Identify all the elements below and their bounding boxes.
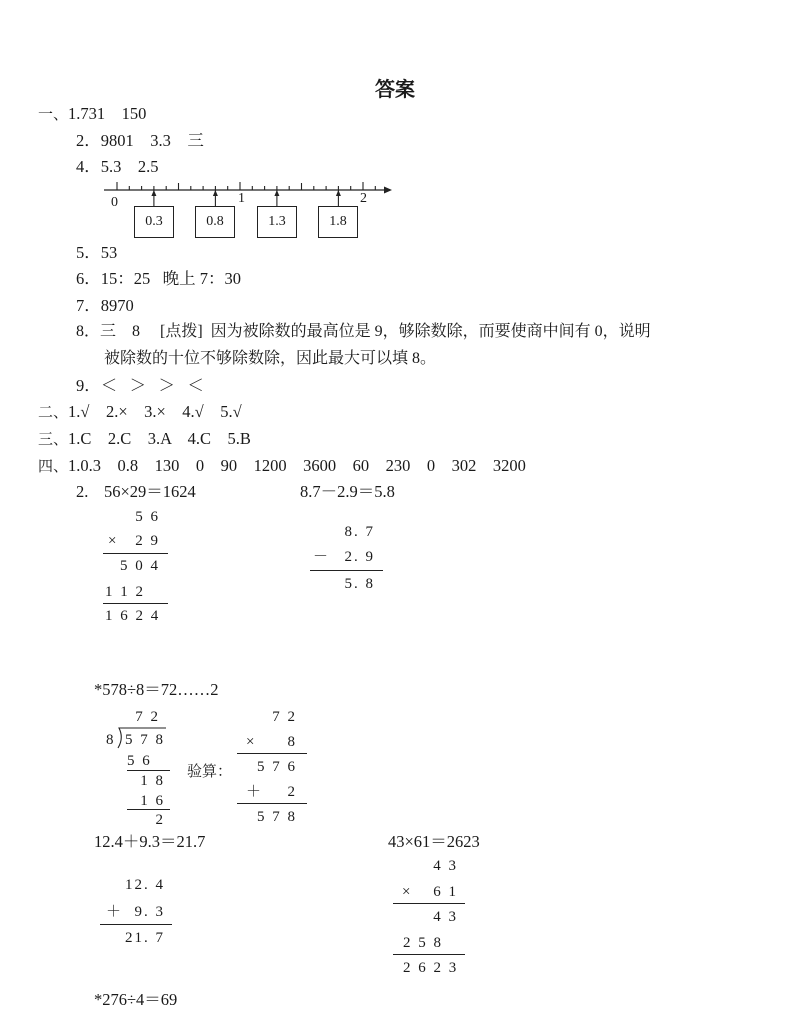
divider-line xyxy=(103,603,168,604)
final-remainder: 2 xyxy=(155,812,165,828)
number-line-label-1: 1 xyxy=(238,191,245,206)
answer-1-4: 4．5.3 2.5 xyxy=(76,157,159,176)
partial-product: 5 0 4 xyxy=(120,558,160,574)
number-line-box: 1.3 xyxy=(257,206,297,238)
equation-8.7-2.9: 8.7－2.9＝5.8 xyxy=(300,482,395,501)
answer-1-8-continued: 被除数的十位不够除数除，因此最大可以填 8。 xyxy=(104,350,437,367)
partial-product: 4 3 xyxy=(433,909,458,925)
divider-line xyxy=(310,570,383,571)
vertical-add-row: 12. 4 xyxy=(125,877,165,893)
divider-line xyxy=(127,809,170,810)
partial-product: 1 1 2 xyxy=(105,584,145,600)
answer-1-7: 7．8970 xyxy=(76,296,134,315)
page-title: 答案 xyxy=(375,77,415,101)
divider-line xyxy=(237,803,307,804)
operator: × xyxy=(402,884,413,900)
check-result: 5 7 8 xyxy=(257,809,297,825)
quotient: 7 2 xyxy=(135,709,160,725)
subtract-step: 1 6 xyxy=(140,793,165,809)
remainder-step: 1 8 xyxy=(140,773,165,789)
equation-56x29: 56×29＝1624 xyxy=(104,482,196,501)
vertical-sub-row: 8. 7 xyxy=(344,524,375,540)
operator: × xyxy=(246,734,257,750)
check-product: 5 7 6 xyxy=(257,759,297,775)
divider-line xyxy=(237,753,307,754)
section-3: 三、1.C 2.C 3.A 4.C 5.B xyxy=(38,429,251,448)
operator: ＋ xyxy=(106,904,124,920)
section-1-line-1: 一、1.731 150 xyxy=(38,104,147,123)
difference-result: 5. 8 xyxy=(344,576,375,592)
dividend: 5 7 8 xyxy=(125,732,165,748)
divider-line xyxy=(393,954,465,955)
number-line-box: 1.8 xyxy=(318,206,358,238)
divider-line xyxy=(100,924,172,925)
divider-line xyxy=(393,903,465,904)
answer-1-5: 5．53 xyxy=(76,243,118,262)
operator: ＋ xyxy=(246,784,264,800)
check-row: 8 xyxy=(287,734,297,750)
vertical-mul-row: 4 3 xyxy=(433,858,458,874)
product-result: 2 6 2 3 xyxy=(403,960,459,976)
equation-43x61: 43×61＝2623 xyxy=(388,832,480,851)
vertical-mul-row: 6 1 xyxy=(433,884,458,900)
operator: － xyxy=(313,549,331,565)
section-4-q1: 四、1.0.3 0.8 130 0 90 1200 3600 60 230 0 302 3200 xyxy=(38,456,526,475)
answer-1-6: 6．15：25 晚上 7：30 xyxy=(76,269,241,288)
partial-product: 2 5 8 xyxy=(403,935,443,951)
answer-1-8: 8．三 8 [点拨] 因为被除数的最高位是 9，够除数除，而要使商中间有 0，说明 xyxy=(76,323,651,340)
divider-line xyxy=(103,553,168,554)
sum-result: 21. 7 xyxy=(125,930,165,946)
subtract-step: 5 6 xyxy=(127,753,152,769)
equation-276-div-4: *276÷4＝69 xyxy=(94,990,178,1009)
check-row: 7 2 xyxy=(272,709,297,725)
number-line-label-2: 2 xyxy=(360,191,367,206)
vertical-add-row: 9. 3 xyxy=(134,904,165,920)
operator: × xyxy=(108,533,119,549)
vertical-sub-row: 2. 9 xyxy=(344,549,375,565)
number-line-label-0: 0 xyxy=(111,195,118,210)
check-label: 验算： xyxy=(187,762,233,780)
equation-578-div-8: *578÷8＝72……2 xyxy=(94,680,219,699)
section-2: 二、1.√ 2.× 3.× 4.√ 5.√ xyxy=(38,402,242,421)
check-row: 2 xyxy=(287,784,297,800)
answer-1-9: 9．＜ ＞ ＞ ＜ xyxy=(76,376,204,395)
answer-1-2: 2．9801 3.3 三 xyxy=(76,131,204,150)
number-line-box: 0.3 xyxy=(134,206,174,238)
vertical-mul-row: 2 9 xyxy=(135,533,160,549)
number-line-box: 0.8 xyxy=(195,206,235,238)
product-result: 1 6 2 4 xyxy=(105,608,161,624)
section-marker: 一、 xyxy=(38,105,69,123)
equation-12.4-plus-9.3: 12.4＋9.3＝21.7 xyxy=(94,832,206,851)
divisor: 8 xyxy=(106,732,116,748)
divider-line xyxy=(127,770,170,771)
section-4-q2-label: 2. xyxy=(76,482,89,501)
vertical-mul-row: 5 6 xyxy=(135,509,160,525)
